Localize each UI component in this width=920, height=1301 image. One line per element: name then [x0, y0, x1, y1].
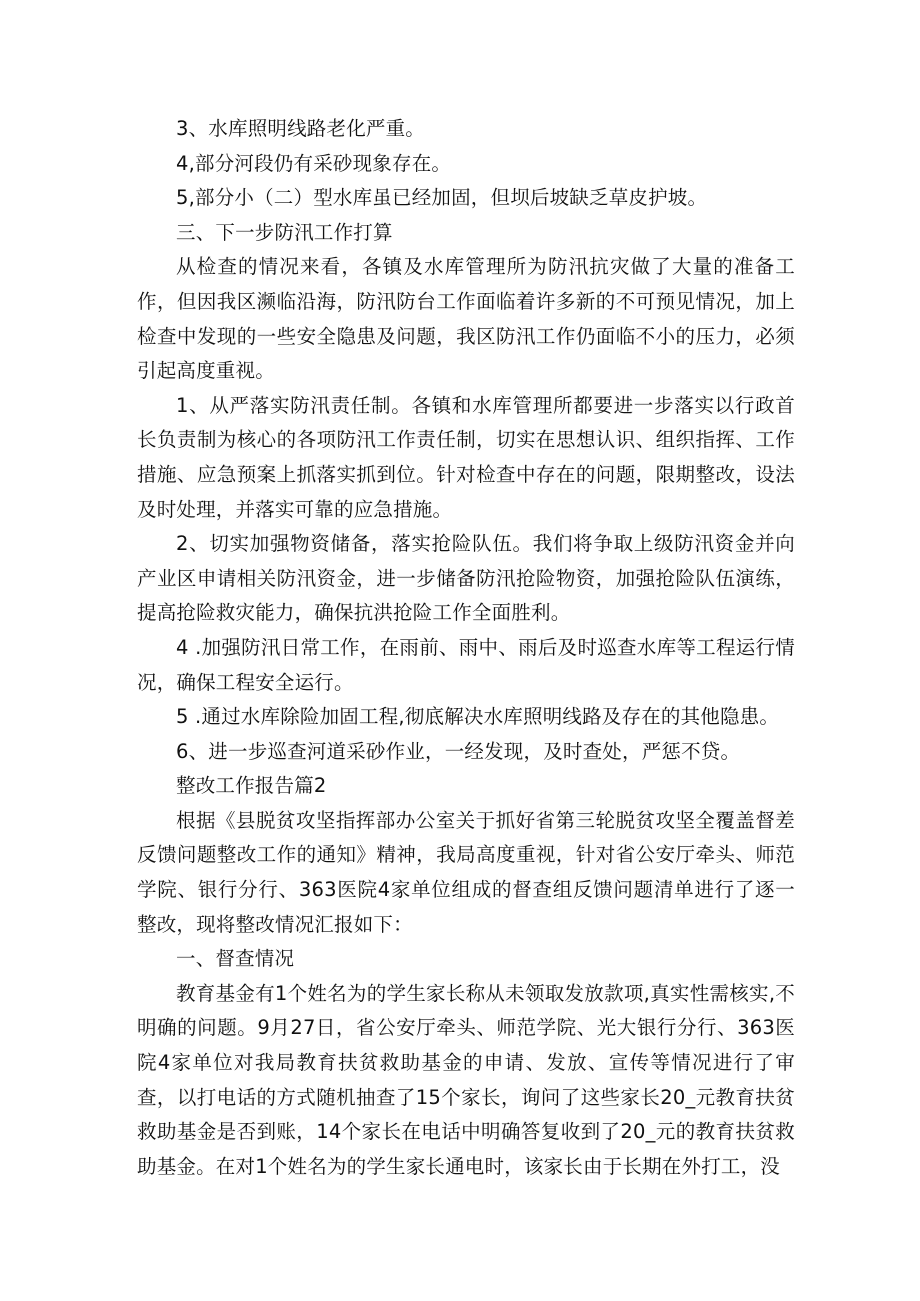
item-3-lighting-aging: 3、水库照明线路老化严重。 — [176, 117, 426, 140]
paragraph-material-reserve: 2、切实加强物资储备，落实抢险队伍。我们将争取上级防汛资金并向产业区申请相关防汛资金，进一步储备防汛抢险物资，加强抢险队伍演练，提高抢险救灾能力，确保抗洪抢险工作全面胜利。 — [137, 532, 795, 625]
paragraph-education-fund: 教育基金有1个姓名为的学生家长称从未领取发放款项,真实性需核实,不明确的问题。9月27日，省公安厅牵头、师范学院、光大银行分行、363医院4家单位对我局教育扶贫救助基金的申请、发放、宣传等情况进行了审查，以打电话的方式随机抽查了15个家长，询问了这些家长20_元教育扶贫救助基金是否到账，14个家长在电话中明确答复收到了20_元的教育扶贫救助基金。在对1个姓名为的学生家长通电时，该家长由于长期在外打工，没 — [137, 981, 795, 1178]
paragraph-river-patrol: 6、进一步巡查河道采砂作业，一经发现，及时查处，严惩不贷。 — [176, 739, 741, 763]
paragraph-daily-work: 4 .加强防汛日常工作，在雨前、雨中、雨后及时巡查水库等工程运行情况，确保工程安全运行。 — [137, 635, 795, 694]
section-heading-next-steps: 三、下一步防汛工作打算 — [176, 220, 393, 244]
paragraph-notice-basis: 根据《县脱贫攻坚指挥部办公室关于抓好省第三轮脱贫攻坚全覆盖督差反馈问题整改工作的通知》精神，我局高度重视，针对省公安厅牵头、师范学院、银行分行、363医院4家单位组成的督查组反馈问题清单进行了逐一整改，现将整改情况汇报如下： — [137, 808, 795, 936]
item-4-sand-mining: 4,部分河段仍有采砂现象存在。 — [176, 151, 452, 175]
section-heading-inspection: 一、督查情况 — [176, 947, 295, 971]
paragraph-responsibility: 1、从严落实防汛责任制。各镇和水库管理所都要进一步落实以行政首长负责制为核心的各项防汛工作责任制，切实在思想认识、组织指挥、工作措施、应急预案上抓落实抓到位。针对检查中存在的问题，限期整改，设法及时处理，并落实可靠的应急措施。 — [137, 393, 795, 521]
item-5-reservoir-slope: 5,部分小（二）型水库虽已经加固，但坝后坡缺乏草皮护坡。 — [176, 186, 708, 210]
report-title-part-2: 整改工作报告篇2 — [176, 774, 327, 798]
document-page — [137, 112, 795, 1184]
paragraph-inspection-summary: 从检查的情况来看，各镇及水库管理所为防汛抗灾做了大量的准备工作，但因我区濒临沿海，防汛防台工作面临着许多新的不可预见情况，加上检查中发现的一些安全隐患及问题，我区防汛工作仍面临不小的压力，必须引起高度重视。 — [137, 255, 795, 383]
paragraph-reinforcement: 5 .通过水库除险加固工程,彻底解决水库照明线路及存在的其他隐患。 — [176, 705, 780, 729]
